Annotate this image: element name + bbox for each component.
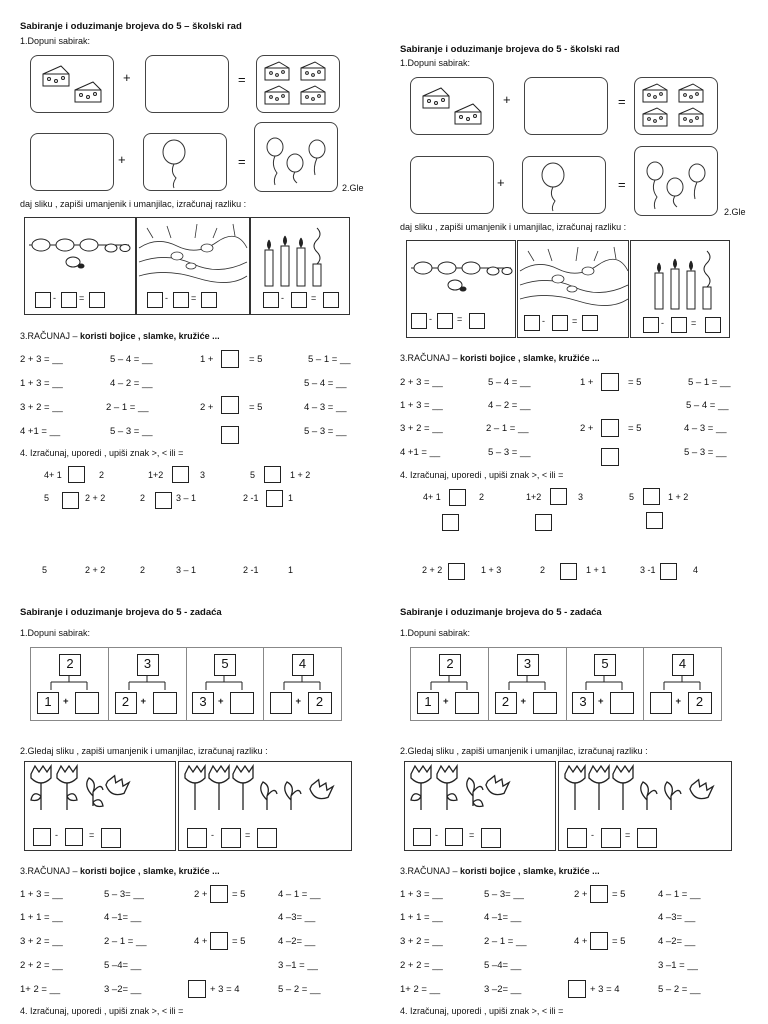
compare-item: 1: [288, 493, 294, 503]
equals-sign: =: [691, 318, 697, 328]
candles-picture: [250, 217, 350, 315]
number-tree: [489, 648, 566, 720]
equals-sign: =: [469, 830, 475, 840]
balloon-icon: [255, 123, 337, 191]
math-item: 4 –3= __: [658, 912, 696, 923]
plus-sign: +: [123, 70, 131, 85]
math-item: 2 – 1 = __: [106, 402, 149, 413]
math-item: 2 – 1 = __: [486, 423, 529, 434]
difference-box[interactable]: [89, 292, 105, 308]
plus-sign: +: [140, 696, 147, 707]
compare-item: 1 + 3: [481, 565, 502, 575]
math-item: 3 –1 = __: [658, 960, 698, 971]
answer-box[interactable]: [410, 156, 494, 214]
tulips-picture: [558, 761, 732, 851]
plus-sign: +: [295, 696, 302, 707]
sign-box[interactable]: [62, 492, 79, 509]
addend-box-right[interactable]: [533, 692, 557, 714]
math-item: 1 + 3 = __: [20, 378, 63, 389]
math-item: 4 +: [194, 936, 208, 947]
balloon-box: [143, 133, 227, 191]
answer-box[interactable]: [210, 932, 228, 950]
equals-sign: =: [238, 154, 246, 169]
math-item: + 3 = 4: [210, 984, 240, 995]
minus-sign: -: [435, 830, 438, 840]
plus-sign: +: [598, 696, 604, 707]
answer-box[interactable]: [210, 885, 228, 903]
math-item: = 5: [249, 354, 263, 365]
compare-item: 1 + 2: [668, 492, 689, 502]
mice-picture: [517, 240, 629, 338]
math-item: 4 – 1 = __: [658, 889, 701, 900]
math-item: 1+ 2 = __: [20, 984, 61, 995]
sign-box[interactable]: [550, 488, 567, 505]
compare-item: 4+ 1: [44, 470, 62, 480]
cheese-result-box: [634, 77, 718, 135]
compare-item: 2 + 2: [85, 565, 106, 575]
plus-sign: +: [443, 696, 449, 707]
homework-sheet-right: [400, 607, 740, 1023]
addend-box-right[interactable]: [230, 692, 254, 714]
cheese-box: [410, 77, 494, 135]
equals-sign: =: [457, 314, 463, 324]
equals-sign: =: [618, 94, 626, 109]
math-item: 4 +: [574, 936, 588, 947]
difference-box[interactable]: [481, 828, 501, 848]
answer-box[interactable]: [221, 396, 239, 414]
compare-item: 1 + 1: [586, 565, 607, 575]
sign-box[interactable]: [172, 466, 189, 483]
minuend-box[interactable]: [147, 292, 163, 308]
compare-item: 2 -1: [243, 493, 259, 503]
compare-item: 2: [540, 565, 546, 575]
math-item: 5 – 3= __: [484, 889, 524, 900]
answer-box[interactable]: [568, 980, 586, 998]
addend-box-right[interactable]: [75, 692, 99, 714]
subtrahend-box[interactable]: [601, 828, 621, 848]
math-item: 1 + 1 = __: [400, 912, 443, 923]
subtrahend-box[interactable]: [173, 292, 189, 308]
balloon-result-box: [254, 122, 338, 192]
math-item: 5 – 1 = __: [308, 354, 351, 365]
compare-item: 4: [693, 565, 699, 575]
number-trees: [410, 647, 722, 721]
minuend-box[interactable]: [33, 828, 51, 846]
addend-box-left: 2: [115, 692, 137, 714]
answer-box[interactable]: [145, 55, 229, 113]
compare-item: 1 + 2: [290, 470, 311, 480]
task1-label: 1.Dopuni sabirak:: [400, 628, 471, 638]
math-item: 1 + 3 = __: [400, 400, 443, 411]
equals-sign: =: [311, 293, 317, 303]
sum-box: 5: [214, 654, 236, 676]
candles-picture: [630, 240, 730, 338]
addend-box-left[interactable]: [270, 692, 292, 714]
math-item: 2 – 1 = __: [104, 936, 147, 947]
compare-item: 2: [140, 565, 146, 575]
compare-item: 2: [99, 470, 105, 480]
cheese-icon: [31, 56, 113, 112]
math-item: 5 – 4 = __: [686, 400, 729, 411]
task3-label: 3.RAČUNAJ – koristi bojice , slamke, kružiće ...: [400, 866, 600, 876]
plus-sign: +: [503, 92, 511, 107]
math-item: 3 –1 = __: [278, 960, 318, 971]
compare-item: 2 -1: [243, 565, 259, 575]
worksheet-title: Sabiranje i oduzimanje brojeva do 5 - zadaća: [400, 607, 602, 618]
sign-box[interactable]: [448, 563, 465, 580]
answer-box[interactable]: [221, 350, 239, 368]
equals-sign: =: [625, 830, 631, 840]
answer-box[interactable]: [590, 932, 608, 950]
task3-label: 3.RAČUNAJ – koristi bojice , slamke, kružiće ...: [400, 353, 600, 363]
math-item: 2 +: [580, 423, 594, 434]
subtrahend-box[interactable]: [61, 292, 77, 308]
task4-label: 4. Izračunaj, uporedi , upiši znak >, < ili =: [400, 1006, 564, 1016]
cheese-icon: [635, 78, 717, 134]
addend-box-right: 2: [308, 692, 332, 714]
sum-box: 4: [672, 654, 694, 676]
sign-box[interactable]: [449, 489, 466, 506]
sign-box[interactable]: [660, 563, 677, 580]
number-tree: [31, 648, 108, 720]
compare-item: 2: [479, 492, 485, 502]
cheese-result-box: [256, 55, 340, 113]
tulips-picture: [404, 761, 556, 851]
task1-label: 1.Dopuni sabirak:: [20, 36, 91, 46]
sign-box[interactable]: [266, 490, 283, 507]
math-item: 2 +: [574, 889, 588, 900]
math-item: 5 –4= __: [484, 960, 522, 971]
math-item: 1 + 3 = __: [400, 889, 443, 900]
task2-label: daj sliku , zapiši umanjenik i umanjilac, izračunaj razliku :: [20, 199, 247, 209]
cheese-icon: [257, 56, 339, 112]
task4-label: 4. Izračunaj, uporedi , upiši znak >, < ili =: [400, 470, 564, 480]
compare-item: 5: [44, 493, 50, 503]
plus-sign: +: [675, 696, 682, 707]
compare-item: 3 – 1: [176, 493, 197, 503]
math-item: 3 –2= __: [104, 984, 142, 995]
math-item: 5 – 3 = __: [304, 426, 347, 437]
balloon-box: [522, 156, 606, 214]
minuend-box[interactable]: [643, 317, 659, 333]
math-item: 4 – 3 = __: [304, 402, 347, 413]
minuend-box[interactable]: [524, 315, 540, 331]
homework-sheet-left: [20, 607, 360, 1023]
addend-box-left: 2: [495, 692, 517, 714]
task3-label: 3.RAČUNAJ – koristi bojice , slamke, kružiće ...: [20, 866, 220, 876]
math-item: = 5: [612, 889, 626, 900]
plus-sign: +: [520, 696, 527, 707]
answer-box[interactable]: [188, 980, 206, 998]
minuend-box[interactable]: [187, 828, 207, 848]
worksheet-title: Sabiranje i oduzimanje brojeva do 5 - zadaća: [20, 607, 222, 618]
math-item: = 5: [612, 936, 626, 947]
subtrahend-box[interactable]: [65, 828, 83, 846]
answer-box[interactable]: [524, 77, 608, 135]
addend-box-left: 3: [192, 692, 214, 714]
math-item: 1 +: [200, 354, 214, 365]
math-item: = 5: [232, 889, 246, 900]
sum-box: 5: [594, 654, 616, 676]
math-item: + 3 = 4: [590, 984, 620, 995]
math-item: 1 + 1 = __: [20, 912, 63, 923]
minus-sign: -: [53, 293, 56, 303]
task2-label: daj sliku , zapiši umanjenik i umanjilac, izračunaj razliku :: [400, 222, 627, 232]
difference-box[interactable]: [637, 828, 657, 848]
addend-box-left: 3: [572, 692, 594, 714]
math-item: 4 – 2 = __: [110, 378, 153, 389]
minus-sign: -: [281, 293, 284, 303]
plus-sign: +: [118, 152, 126, 167]
tulips-picture: [24, 761, 176, 851]
math-item: = 5: [628, 377, 642, 388]
math-item: 5 – 3 = __: [488, 447, 531, 458]
balloon-result-box: [634, 146, 718, 216]
math-item: 2 + 3 = __: [20, 354, 63, 365]
sum-box: 3: [137, 654, 159, 676]
compare-item: 3: [578, 492, 584, 502]
difference-box[interactable]: [101, 828, 121, 848]
compare-item: 5: [42, 565, 48, 575]
subtrahend-box[interactable]: [445, 828, 463, 846]
equals-sign: =: [238, 72, 246, 87]
worksheet-title: Sabiranje i oduzimanje brojeva do 5 – školski rad: [20, 21, 242, 32]
number-tree: [109, 648, 186, 720]
plus-sign: +: [497, 175, 505, 190]
minuend-box[interactable]: [567, 828, 587, 848]
subtrahend-box[interactable]: [437, 313, 453, 329]
math-item: 4 +1 = __: [20, 426, 61, 437]
task4-label: 4. Izračunaj, uporedi , upiši znak >, < ili =: [20, 448, 184, 458]
sum-box: 4: [292, 654, 314, 676]
minuend-box[interactable]: [413, 828, 431, 846]
number-tree: [644, 648, 721, 720]
compare-item: 3 – 1: [176, 565, 197, 575]
difference-box[interactable]: [323, 292, 339, 308]
mice-picture: [136, 217, 250, 315]
minuend-box[interactable]: [263, 292, 279, 308]
compare-item: 1: [288, 565, 294, 575]
equals-sign: =: [79, 293, 85, 303]
task4-label: 4. Izračunaj, uporedi , upiši znak >, < ili =: [20, 1006, 184, 1016]
math-item: 5 –4= __: [104, 960, 142, 971]
addend-box-right[interactable]: [455, 692, 479, 714]
addend-box-left: 1: [417, 692, 439, 714]
bead-string-picture: [406, 240, 516, 338]
minus-sign: -: [55, 830, 58, 840]
addend-box-left[interactable]: [650, 692, 672, 714]
task2-label-start: 2.Gle: [342, 183, 364, 193]
math-item: = 5: [232, 936, 246, 947]
difference-box[interactable]: [705, 317, 721, 333]
addend-box-right[interactable]: [610, 692, 634, 714]
math-item: 4 –1= __: [484, 912, 522, 923]
equals-sign: =: [89, 830, 95, 840]
minus-sign: -: [661, 318, 664, 328]
sign-box[interactable]: [442, 514, 459, 531]
math-item: 4 –1= __: [104, 912, 142, 923]
answer-box[interactable]: [601, 419, 619, 437]
difference-box[interactable]: [469, 313, 485, 329]
math-item: 2 – 1 = __: [484, 936, 527, 947]
balloon-icon: [523, 157, 605, 213]
math-item: 5 – 1 = __: [688, 377, 731, 388]
difference-box[interactable]: [582, 315, 598, 331]
compare-item: 1+2: [526, 492, 542, 502]
bead-string-picture: [24, 217, 136, 315]
sign-box[interactable]: [264, 466, 281, 483]
minus-sign: -: [542, 316, 545, 326]
sum-box: 2: [59, 654, 81, 676]
answer-box[interactable]: [601, 448, 619, 466]
number-tree: [264, 648, 341, 720]
answer-box[interactable]: [601, 373, 619, 391]
task1-label: 1.Dopuni sabirak:: [20, 628, 91, 638]
math-item: 2 +: [200, 402, 214, 413]
equals-sign: =: [618, 177, 626, 192]
subtrahend-box[interactable]: [552, 315, 568, 331]
balloon-icon: [144, 134, 226, 190]
math-item: 2 + 2 = __: [400, 960, 443, 971]
addend-box-right[interactable]: [153, 692, 177, 714]
number-tree: [186, 648, 263, 720]
math-item: = 5: [249, 402, 263, 413]
math-item: 3 + 2 = __: [400, 423, 443, 434]
task1-label: 1.Dopuni sabirak:: [400, 58, 471, 68]
math-item: 2 + 3 = __: [400, 377, 443, 388]
equals-sign: =: [572, 316, 578, 326]
equals-sign: =: [245, 830, 251, 840]
math-item: 5 – 3= __: [104, 889, 144, 900]
task2-label: 2.Gledaj sliku , zapiši umanjenik i umanjilac, izračunaj razliku :: [400, 746, 648, 756]
math-item: 5 – 3 = __: [684, 447, 727, 458]
equals-sign: =: [191, 293, 197, 303]
sign-box[interactable]: [646, 512, 663, 529]
number-tree: [411, 648, 488, 720]
math-item: 5 – 4 = __: [488, 377, 531, 388]
math-item: 4 – 2 = __: [488, 400, 531, 411]
difference-box[interactable]: [257, 828, 277, 848]
compare-item: 1+2: [148, 470, 164, 480]
sign-box[interactable]: [560, 563, 577, 580]
subtrahend-box[interactable]: [671, 317, 687, 333]
compare-item: 3: [200, 470, 206, 480]
minuend-box[interactable]: [411, 313, 427, 329]
compare-item: 2 + 2: [422, 565, 443, 575]
math-item: 3 + 2 = __: [20, 402, 63, 413]
sign-box[interactable]: [155, 492, 172, 509]
math-item: 3 –2= __: [484, 984, 522, 995]
math-item: 5 – 4 = __: [304, 378, 347, 389]
compare-item: 4+ 1: [423, 492, 441, 502]
sum-box: 2: [439, 654, 461, 676]
compare-item: 2 + 2: [85, 493, 106, 503]
answer-box[interactable]: [590, 885, 608, 903]
addend-box-left: 1: [37, 692, 59, 714]
plus-sign: +: [63, 696, 69, 707]
math-item: 5 – 2 = __: [278, 984, 321, 995]
task2-label: 2.Gledaj sliku , zapiši umanjenik i umanjilac, izračunaj razliku :: [20, 746, 268, 756]
subtrahend-box[interactable]: [291, 292, 307, 308]
math-item: 5 – 3 = __: [110, 426, 153, 437]
task3-label: 3.RAČUNAJ – koristi bojice , slamke, kružiće ...: [20, 331, 220, 341]
sum-box: 3: [517, 654, 539, 676]
math-item: 1+ 2 = __: [400, 984, 441, 995]
balloon-icon: [635, 147, 717, 215]
minus-sign: -: [429, 314, 432, 324]
sign-box[interactable]: [68, 466, 85, 483]
math-item: 3 + 2 = __: [20, 936, 63, 947]
math-item: 2 + 2 = __: [20, 960, 63, 971]
math-item: = 5: [628, 423, 642, 434]
difference-box[interactable]: [201, 292, 217, 308]
task2-label-start: 2.Gle: [724, 207, 746, 217]
math-item: 4 –2= __: [658, 936, 696, 947]
math-item: 4 +1 = __: [400, 447, 441, 458]
math-item: 4 – 3 = __: [684, 423, 727, 434]
compare-item: 3 -1: [640, 565, 656, 575]
math-item: 2 +: [194, 889, 208, 900]
compare-item: 5: [629, 492, 635, 502]
math-item: 5 – 2 = __: [658, 984, 701, 995]
sign-box[interactable]: [535, 514, 552, 531]
sign-box[interactable]: [643, 488, 660, 505]
math-item: 5 – 4 = __: [110, 354, 153, 365]
answer-box[interactable]: [221, 426, 239, 444]
cheese-box: [30, 55, 114, 113]
math-item: 4 –2= __: [278, 936, 316, 947]
answer-box[interactable]: [30, 133, 114, 191]
addend-box-right: 2: [688, 692, 712, 714]
math-item: 1 + 3 = __: [20, 889, 63, 900]
worksheet-title: Sabiranje i oduzimanje brojeva do 5 - školski rad: [400, 44, 620, 55]
minus-sign: -: [591, 830, 594, 840]
minus-sign: -: [165, 293, 168, 303]
compare-item: 2: [140, 493, 146, 503]
compare-item: 5: [250, 470, 256, 480]
math-item: 4 – 1 = __: [278, 889, 321, 900]
math-item: 3 + 2 = __: [400, 936, 443, 947]
tulips-picture: [178, 761, 352, 851]
number-trees: [30, 647, 342, 721]
subtrahend-box[interactable]: [221, 828, 241, 848]
minuend-box[interactable]: [35, 292, 51, 308]
math-item: 4 –3= __: [278, 912, 316, 923]
math-item: 1 +: [580, 377, 594, 388]
plus-sign: +: [218, 696, 224, 707]
number-tree: [566, 648, 643, 720]
minus-sign: -: [211, 830, 214, 840]
cheese-icon: [411, 78, 493, 134]
